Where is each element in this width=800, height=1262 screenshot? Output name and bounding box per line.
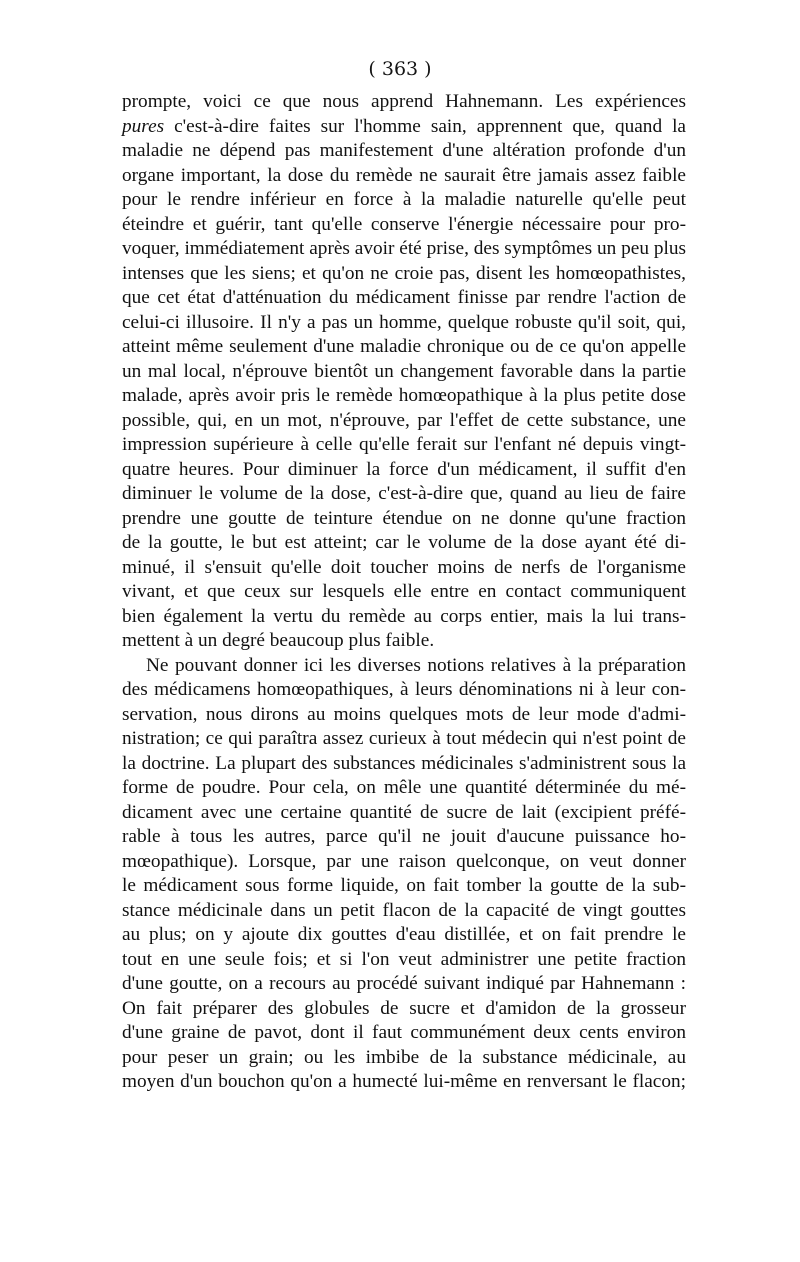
text-line: dicament avec une certaine quantité de sucre de lait (excipient préfé- <box>122 801 686 823</box>
text-line: bien également la vertu du remède au corps entier, mais la lui trans- <box>122 605 686 627</box>
text-line: servation, nous dirons au moins quelques mots de leur mode d'admi- <box>122 703 686 725</box>
text-line: celui-ci illusoire. Il n'y a pas un homme, quelque robuste qu'il soit, qui, <box>122 311 686 333</box>
text-line: la doctrine. La plupart des substances médicinales s'administrent sous la <box>122 752 686 774</box>
text-line: forme de poudre. Pour cela, on mêle une quantité déterminée du mé- <box>122 777 686 798</box>
text-line: impression supérieure à celle qu'elle ferait sur l'enfant né depuis vingt- <box>122 434 686 455</box>
text-line: moyen d'un bouchon qu'on a humecté lui-même en renversant le flacon; <box>122 1071 686 1092</box>
text-line: le médicament sous forme liquide, on fait tomber la goutte de la sub- <box>122 875 686 896</box>
text-line: pures c'est-à-dire faites sur l'homme sain, apprennent que, quand la <box>122 115 686 137</box>
paragraph-end-line: mettent à un degré beaucoup plus faible. <box>122 630 435 651</box>
italic-word: pures <box>122 115 165 137</box>
text-line: atteint même seulement d'une maladie chronique ou de ce qu'on appelle <box>122 336 686 357</box>
text-line: stance médicinale dans un petit flacon de la capacité de vingt gouttes <box>122 899 686 921</box>
page-number: ( 363 ) <box>368 58 432 80</box>
text-line: rable à tous les autres, parce qu'il ne jouit d'aucune puissance ho- <box>122 826 686 847</box>
text-line: vivant, et que ceux sur lesquels elle entre en contact communiquent <box>122 581 686 602</box>
text-line: diminuer le volume de la dose, c'est-à-dire que, quand au lieu de faire <box>122 483 686 504</box>
text-line: voquer, immédiatement après avoir été prise, des symptômes un peu plus <box>122 238 686 259</box>
text-line: prendre une goutte de teinture étendue on ne donne qu'une fraction <box>122 507 686 529</box>
text-line: malade, après avoir pris le remède homœopathique à la plus petite dose <box>122 385 686 406</box>
text-line: organe important, la dose du remède ne saurait être jamais assez faible <box>122 164 686 186</box>
text-line: un mal local, n'éprouve bientôt un changement favorable dans la partie <box>122 360 686 382</box>
text-line: possible, qui, en un mot, n'éprouve, par l'effet de cette substance, une <box>122 409 686 431</box>
text-line: tout en une seule fois; et si l'on veut administrer une petite fraction <box>122 948 686 970</box>
text-line: d'une graine de pavot, dont il faut communément deux cents environ <box>122 1022 686 1043</box>
body-text <box>122 90 686 1095</box>
text-line: éteindre et guérir, tant qu'elle conserve l'énergie nécessaire pour pro- <box>122 213 686 235</box>
text-line: au plus; on y ajoute dix gouttes d'eau distillée, et on fait prendre le <box>122 924 686 945</box>
text-line: intenses que les siens; et qu'on ne croie pas, disent les homœopathistes, <box>122 262 686 284</box>
text-line: d'une goutte, on a recours au procédé suivant indiqué par Hahnemann : <box>122 973 686 994</box>
text-line: maladie ne dépend pas manifestement d'une altération profonde d'un <box>122 140 686 161</box>
text-line: pour le rendre inférieur en force à la maladie naturelle qu'elle peut <box>122 189 686 210</box>
text-line: minué, il s'ensuit qu'elle doit toucher moins de nerfs de l'organisme <box>122 556 686 578</box>
text-line: nistration; ce qui paraîtra assez curieux à tout médecin qui n'est point de <box>122 728 686 749</box>
text-line: On fait préparer des globules de sucre et d'amidon de la grosseur <box>122 997 686 1019</box>
text-line: mœopathique). Lorsque, par une raison quelconque, on veut donner <box>122 850 686 872</box>
text-line: prompte, voici ce que nous apprend Hahnemann. Les expériences <box>122 91 686 112</box>
text-line: de la goutte, le but est atteint; car le volume de la dose ayant été di- <box>122 532 686 553</box>
text-line: quatre heures. Pour diminuer la force d'un médicament, il suffit d'en <box>122 458 686 480</box>
text-line: pour peser un grain; ou les imbibe de la substance médicinale, au <box>122 1046 686 1068</box>
paragraph-start-line: Ne pouvant donner ici les diverses notions relatives à la préparation <box>146 654 686 676</box>
text-line: que cet état d'atténuation du médicament finisse par rendre l'action de <box>122 287 686 308</box>
text-line: des médicamens homœopathiques, à leurs dénominations ni à leur con- <box>122 679 686 700</box>
